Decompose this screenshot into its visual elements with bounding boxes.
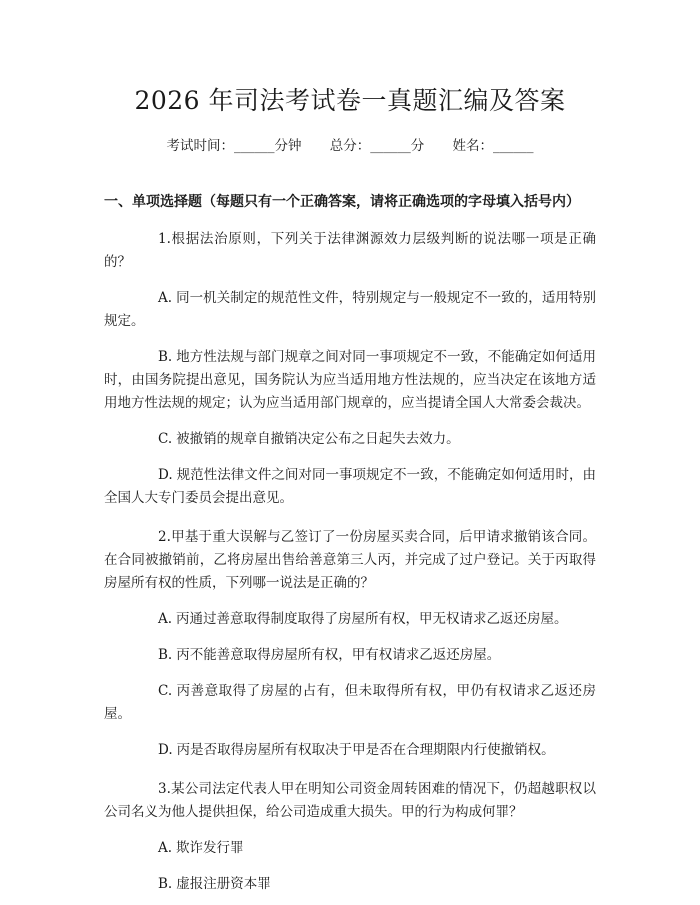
exam-time-field: 考试时间：______分钟 (166, 138, 302, 154)
question-stem (104, 778, 596, 824)
section-heading: 一、单项选择题（每题只有一个正确答案，请将正确选项的字母填入括号内） (104, 194, 580, 210)
option-letter: D. (158, 742, 173, 758)
option-letter: B. (158, 876, 173, 892)
question-number: 3. (158, 781, 171, 797)
option-c (104, 428, 596, 451)
question-stem (104, 526, 596, 595)
option-letter: D. (158, 467, 173, 483)
option-letter: B. (158, 647, 173, 663)
option-text: 虚报注册资本罪 (176, 876, 271, 892)
option-c (104, 680, 596, 726)
question-text: 某公司法定代表人甲在明知公司资金周转困难的情况下，仍超越职权以公司名义为他人提供担保，给公司造成重大损失。甲的行为构成何罪？ (104, 781, 596, 820)
option-a (104, 608, 596, 631)
total-score-field: 总分：______分 (329, 138, 425, 154)
option-letter: A. (158, 840, 173, 856)
option-text: 被撤销的规章自撤销决定公布之日起失去效力。 (176, 431, 460, 447)
option-text: 丙通过善意取得制度取得了房屋所有权，甲无权请求乙返还房屋。 (176, 611, 568, 627)
option-a (104, 837, 596, 860)
option-a (104, 287, 596, 333)
option-letter: A. (158, 611, 173, 627)
option-text: 丙不能善意取得房屋所有权，甲有权请求乙返还房屋。 (176, 647, 501, 663)
question-stem (104, 228, 596, 274)
name-field: 姓名：______ (452, 138, 534, 154)
question-3 (104, 778, 596, 896)
option-b (104, 346, 596, 415)
option-letter: A. (158, 290, 173, 306)
question-2 (104, 526, 596, 762)
question-number: 1. (158, 231, 171, 247)
option-b (104, 644, 596, 667)
option-text: 地方性法规与部门规章之间对同一事项规定不一致，不能确定如何适用时，由国务院提出意见，国务院认为应当适用地方性法规的，应当决定在该地方适用地方性法规的规定；认为应当适用部门规章的，应当提请全国人大常委会裁决。 (104, 349, 596, 411)
exam-info-line (104, 136, 596, 156)
option-d (104, 739, 596, 762)
option-letter: C. (158, 683, 173, 699)
question-1 (104, 228, 596, 510)
question-text: 根据法治原则，下列关于法律渊源效力层级判断的说法哪一项是正确的？ (104, 231, 596, 270)
option-text: 规范性法律文件之间对同一事项规定不一致，不能确定如何适用时，由全国人大专门委员会提出意见。 (104, 467, 596, 506)
option-b (104, 873, 596, 896)
option-letter: C. (158, 431, 173, 447)
option-text: 丙是否取得房屋所有权取决于甲是否在合理期限内行使撤销权。 (176, 742, 555, 758)
option-d (104, 464, 596, 510)
page-title: 2026 年司法考试卷一真题汇编及答案 (134, 86, 566, 115)
option-letter: B. (158, 349, 173, 365)
option-text: 欺诈发行罪 (176, 840, 244, 856)
option-text: 丙善意取得了房屋的占有，但未取得所有权，甲仍有权请求乙返还房屋。 (104, 683, 596, 722)
question-number: 2. (158, 529, 171, 545)
question-text: 甲基于重大误解与乙签订了一份房屋买卖合同，后甲请求撤销该合同。在合同被撤销前，乙将房屋出售给善意第三人丙，并完成了过户登记。关于丙取得房屋所有权的性质，下列哪一说法是正确的？ (104, 529, 596, 591)
option-text: 同一机关制定的规范性文件，特别规定与一般规定不一致的，适用特别规定。 (104, 290, 596, 329)
